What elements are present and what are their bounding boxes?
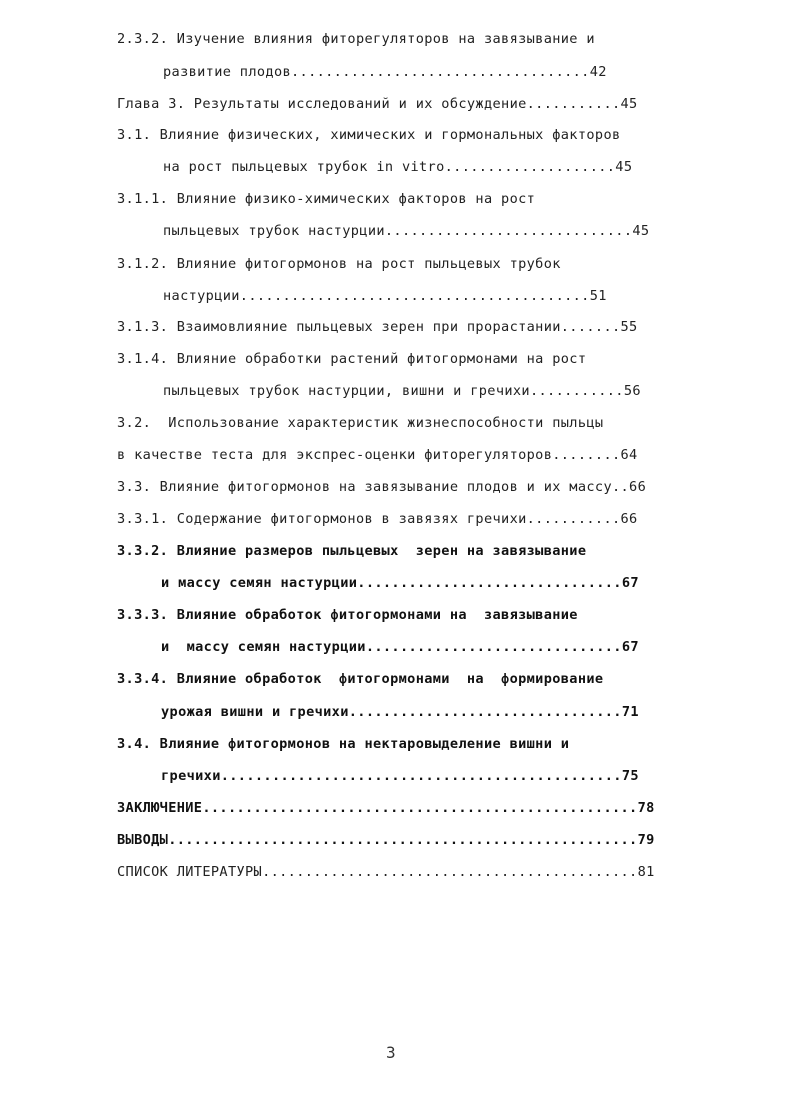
toc-line: 3.4. Влияние фитогормонов на нектаровыделение вишни и: [117, 736, 570, 752]
toc-line: 2.3.2. Изучение влияния фиторегуляторов на завязывание и: [117, 31, 595, 47]
toc-line: СПИСОК ЛИТЕРАТУРЫ............................................81: [117, 864, 655, 880]
toc-line: 3.1.1. Влияние физико-химических факторов на рост: [117, 191, 536, 207]
toc-line: на рост пыльцевых трубок in vitro....................45: [163, 159, 633, 175]
toc-line: 3.3.4. Влияние обработок фитогормонами на формирование: [117, 671, 604, 687]
page-number: 3: [386, 1043, 396, 1062]
toc-line: 3.2. Использование характеристик жизнеспособности пыльцы: [117, 415, 604, 431]
toc-line: ЗАКЛЮЧЕНИЕ...................................................78: [117, 800, 655, 816]
toc-line: в качестве теста для экспрес-оценки фиторегуляторов........64: [117, 447, 638, 463]
toc-line: ВЫВОДЫ.......................................................79: [117, 832, 655, 848]
toc-line: 3.1.3. Взаимовлияние пыльцевых зерен при прорастании.......55: [117, 319, 638, 335]
toc-line: пыльцевых трубок настурции.............................45: [163, 223, 650, 239]
toc-line: и массу семян настурции..............................67: [161, 639, 639, 655]
toc-line: 3.1.2. Влияние фитогормонов на рост пыльцевых трубок: [117, 256, 561, 272]
toc-line: Глава 3. Результаты исследований и их обсуждение...........45: [117, 96, 638, 112]
toc-line: пыльцевых трубок настурции, вишни и гречихи...........56: [163, 383, 641, 399]
toc-line: гречихи...............................................75: [161, 768, 639, 784]
toc-line: 3.3.1. Содержание фитогормонов в завязях гречихи...........66: [117, 511, 638, 527]
toc-line: 3.3.2. Влияние размеров пыльцевых зерен на завязывание: [117, 543, 587, 559]
toc-line: настурции.........................................51: [163, 288, 607, 304]
toc-line: 3.3. Влияние фитогормонов на завязывание плодов и их массу..66: [117, 479, 647, 495]
toc-line: 3.1. Влияние физических, химических и гормональных факторов: [117, 127, 621, 143]
toc-line: и массу семян настурции...............................67: [161, 575, 639, 591]
toc-line: развитие плодов...................................42: [163, 64, 607, 80]
toc-line: 3.3.3. Влияние обработок фитогормонами на завязывание: [117, 607, 578, 623]
toc-line: урожая вишни и гречихи................................71: [161, 704, 639, 720]
toc-line: 3.1.4. Влияние обработки растений фитогормонами на рост: [117, 351, 587, 367]
